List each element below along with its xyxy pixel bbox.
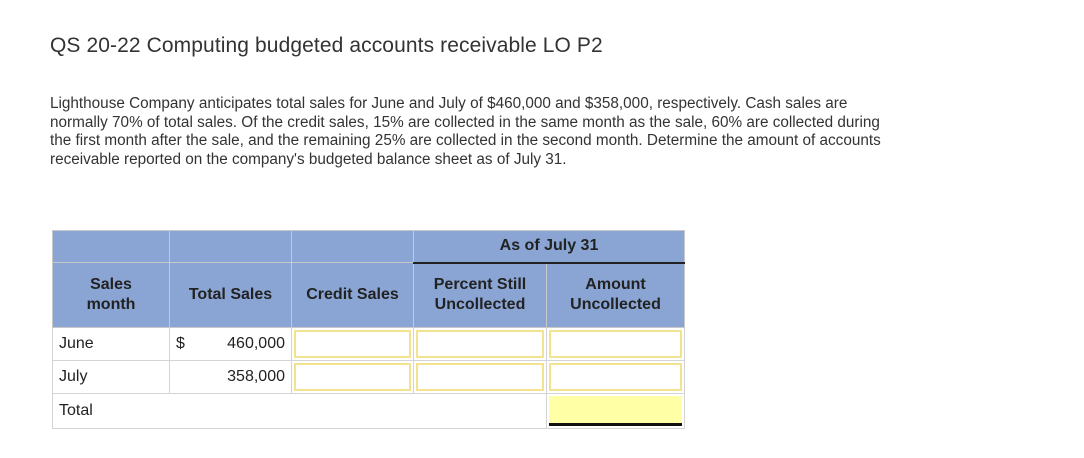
month-label: June xyxy=(53,328,170,361)
total-cell xyxy=(547,394,685,429)
credit-sales-cell xyxy=(292,361,414,394)
table-group-header-row xyxy=(53,231,685,263)
currency-symbol: $ xyxy=(176,335,185,352)
table-total-row xyxy=(53,394,685,429)
header-blank-cell xyxy=(170,231,292,263)
header-credit-sales: Credit Sales xyxy=(292,263,414,328)
header-percent-uncollected-label: Percent Still Uncollected xyxy=(433,276,527,314)
amount-cell xyxy=(547,328,685,361)
percent-uncollected-input-june[interactable] xyxy=(416,330,544,358)
table-row xyxy=(53,361,685,394)
total-amount-input[interactable] xyxy=(549,396,682,426)
total-sales-value xyxy=(170,328,292,361)
total-sales-amount: 460,000 xyxy=(227,335,285,352)
percent-cell xyxy=(414,328,547,361)
total-label: Total xyxy=(53,394,547,429)
header-percent-uncollected xyxy=(414,263,547,328)
header-amount-uncollected xyxy=(547,263,685,328)
receivables-table xyxy=(52,230,685,429)
percent-uncollected-input-july[interactable] xyxy=(416,363,544,391)
credit-sales-input-june[interactable] xyxy=(294,330,411,358)
page-title: QS 20-22 Computing budgeted accounts receivable LO P2 xyxy=(50,34,603,57)
header-blank-cell xyxy=(292,231,414,263)
header-sales-month-label: Sales month xyxy=(86,276,136,313)
percent-cell xyxy=(414,361,547,394)
table-header-row xyxy=(53,263,685,328)
header-total-sales: Total Sales xyxy=(170,263,292,328)
total-sales-value xyxy=(170,361,292,394)
amount-uncollected-input-july[interactable] xyxy=(549,363,682,391)
table-row xyxy=(53,328,685,361)
as-of-header: As of July 31 xyxy=(414,231,685,263)
amount-cell xyxy=(547,361,685,394)
header-blank-cell xyxy=(53,231,170,263)
header-amount-uncollected-label: Amount Uncollected xyxy=(570,276,661,314)
problem-statement: Lighthouse Company anticipates total sales for June and July of $460,000 and $358,000, respectively. Cash sales are normally 70% of total sales. Of the credit sales, 15% are collected in the same month as the sale, 60% are collected during the first month after the sale, and the remaining 25% are collected in the second month. Determine the amount of accounts receivable reported on the company's budgeted balance sheet as of July 31. xyxy=(50,95,881,168)
total-sales-amount: 358,000 xyxy=(227,368,285,385)
header-sales-month xyxy=(53,263,170,328)
credit-sales-input-july[interactable] xyxy=(294,363,411,391)
amount-uncollected-input-june[interactable] xyxy=(549,330,682,358)
month-label: July xyxy=(53,361,170,394)
credit-sales-cell xyxy=(292,328,414,361)
